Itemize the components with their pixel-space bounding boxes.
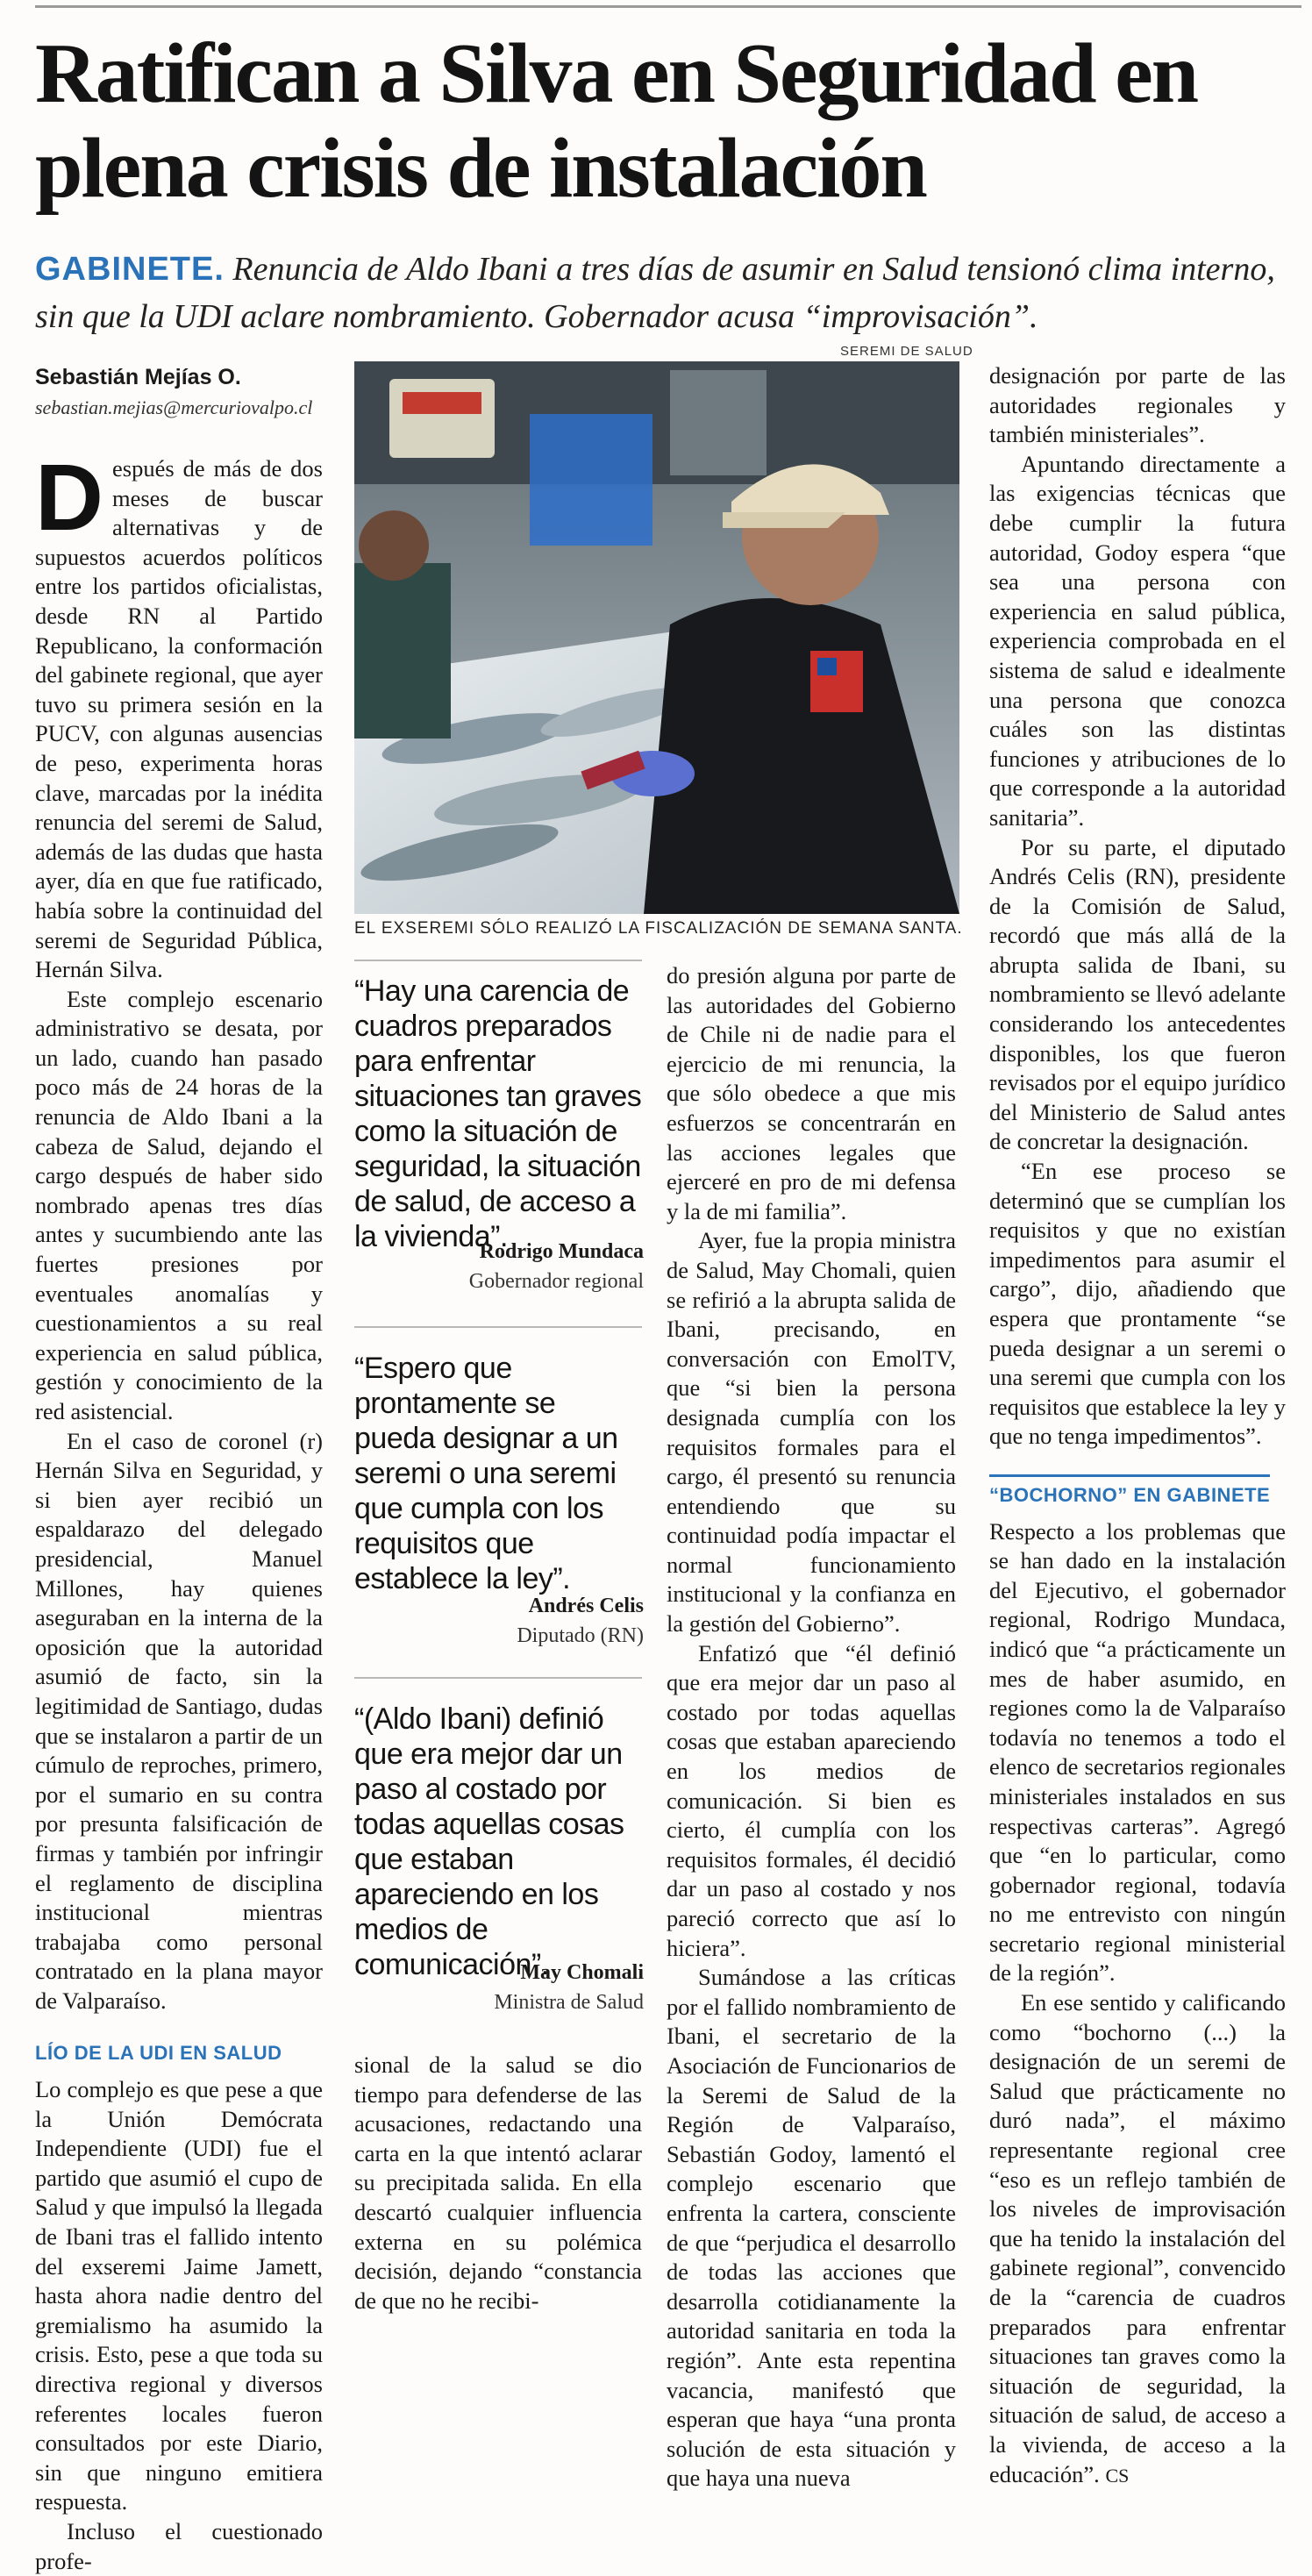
pull-quote-role: Gobernador regional (468, 1270, 644, 1293)
paragraph: Enfatizó que “él definió que era mejor dar un paso al costado por todas aquellas cosas que estaban apareciendo en los medios de comunicación. Si bien es cierto, él cumplía con los requisitos formales, él decidió dar un paso al costado y nos pareció correcto que así lo hiciera”. (667, 1639, 956, 1961)
paragraph: Por su parte, el diputado Andrés Celis (RN), presidente de la Comisión de Salud, recordó que más allá de la abrupta salida de Ibani, su nombramiento se llevó adelante considerando los antecedentes disponibles, los que fueron revisados por el equipo jurídico del Ministerio de Salud antes de concretar la designación. (989, 833, 1286, 1155)
headline: Ratifican a Silva en Seguridad en plena crisis de instalación (35, 26, 1198, 216)
pull-quote-role: Ministra de Salud (494, 1991, 644, 2014)
subhead-bochorno: “BOCHORNO” EN GABINETE (989, 1474, 1270, 1510)
photo-illustration (354, 361, 959, 914)
pull-quote-role: Diputado (RN) (517, 1624, 644, 1647)
paragraph: Después de más de dos meses de buscar alternativas y de supuestos acuerdos políticos entre los partidos oficialistas, desde RN al Partido Republicano, la conformación del gabinete regional, que ayer tuvo su primera sesión en la PUCV, con algunas ausencias de peso, experimenta horas clave, marcadas por la inédita renuncia del seremi de Salud, además de las dudas que hasta ayer, día en que fue ratificado, había sobre la continuidad del seremi de Seguridad Pública, Hernán Silva. (35, 444, 323, 983)
end-mark: CS (1105, 2464, 1130, 2487)
paragraph: do presión alguna por parte de las autoridades del Gobierno de Chile ni de nadie para el ejercicio de mi renuncia, la que sólo obedece a que mis esfuerzos se concentrarán en las acciones legales que ejerceré en pro de mi defensa y la de mi familia”. (667, 962, 956, 1224)
dek-kicker: GABINETE. (35, 251, 225, 288)
byline-name: Sebastián Mejías O. (35, 365, 241, 389)
column-1 (35, 444, 323, 2576)
paragraph: Apuntando directamente a las exigencias técnicas que debe cumplir la futura autoridad, Godoy espera “que sea una persona con experiencia en salud pública, experiencia comprobada en el sistema de salud e idealmente una persona que conozca cuáles son las distintas funciones y atribuciones de lo que corresponde a la autoridad sanitaria”. (989, 450, 1286, 831)
paragraph: sional de la salud se dio tiempo para defenderse de las acusaciones, redactando una carta en la que intentó aclarar su precipitada salida. En ella descartó cualquier influencia externa en su polémica decisión, dejando “constancia de que no he recibi- (354, 2052, 642, 2314)
top-rule (35, 5, 1301, 8)
paragraph: Este complejo escenario administrativo se desata, por un lado, cuando han pasado poco más de 24 horas de la renuncia de Aldo Ibani a la cabeza de Salud, dejando el cargo después de haber sido nombrado apenas tres días antes y sucumbiendo ante las fuertes presiones por eventuales anomalías y cuestionamientos a su real experiencia en salud pública, gestión y conocimiento de la red asistencial. (35, 985, 323, 1424)
article-photo (354, 361, 959, 914)
paragraph: Respecto a los problemas que se han dado en la instalación del Ejecutivo, el gobernador regional, Rodrigo Mundaca, indicó que “a prácticamente un mes de haber asumido, en regiones como la de Valparaíso todavía no tenemos a todo el elenco de secretarios regionales ministeriales instalados en sus respectivas carteras”. Agregó que “en lo particular, como gobernador regional, todavía no me entrevisto con ningún secretario regional ministerial de la región”. (989, 1517, 1286, 1987)
pull-quote-chomali: “(Aldo Ibani) definió que era mejor dar un paso al costado por todas aquellas cosas que estaban apareciendo en los medios de comunicación”. (354, 1702, 624, 1981)
paragraph: Ayer, fue la propia ministra de Salud, May Chomali, quien se refirió a la abrupta salida de Ibani, precisando, en conversación con EmolTV, que “si bien la persona designada cumplía con los requisitos formales para el cargo, él presentó su renuncia entendiendo que su continuidad podía impactar el normal funcionamiento institucional y la confianza en la gestión del Gobierno”. (667, 1227, 956, 1638)
column-3 (667, 961, 956, 2494)
photo-credit: SEREMI DE SALUD (840, 344, 973, 359)
paragraph: designación por parte de las autoridades regionales y también ministeriales”. (989, 362, 1286, 448)
paragraph: En ese sentido y calificando como “bochorno (...) la designación de un seremi de Salud que prácticamente no duró nada”, el máximo representante regional cree “eso es un reflejo también de los niveles de improvisación que ha tenido la instalación del gabinete regional”, convencido de la “carencia de cuadros preparados para enfrentar situaciones tan graves como la situación de seguridad, la situación de salud, de acceso a la vivienda, de acceso a la educación”. CS (989, 1989, 1286, 2487)
pull-quote-name: Andrés Celis (528, 1595, 644, 1617)
paragraph: En el caso de coronel (r) Hernán Silva en Seguridad, y si bien ayer recibió un espaldarazo del delegado presidencial, Manuel Millones, hay quienes aseguraban en la interna de la oposición que la autoridad asumió de facto, sin la legitimidad de Santiago, dudas que se instalaron a partir de un cúmulo de reproches, primero, por el sumario en su contra por presunta falsificación de firmas y también por infringir el reglamento de disciplina institucional mientras trabajaba como personal contratado en la plana mayor de Valparaíso. (35, 1427, 323, 2014)
paragraph: Incluso el cuestionado profe- (35, 2517, 323, 2574)
drop-cap: D (35, 444, 103, 550)
dek-text: Renuncia de Aldo Ibani a tres días de asumir en Salud tensionó clima interno, sin que la UDI aclare nombramiento. Gobernador acusa “improvisación”. (35, 251, 1275, 335)
dek (35, 246, 1289, 340)
pull-quote-name: Rodrigo Mundaca (479, 1240, 644, 1263)
paragraph: Lo complejo es que pese a que la Unión Demócrata Independiente (UDI) fue el partido que asumió el cupo de Salud y que impulsó la llegada de Ibani tras el fallido intento del exseremi Jaime Jamett, hasta ahora nadie dentro del gremialismo ha asumido la crisis. Esto, pese a que toda su directiva regional y diversos referentes locales fueron consultados por este Diario, sin que ninguno emitiera respuesta. (35, 2076, 323, 2515)
byline-email[interactable]: sebastian.mejias@mercuriovalpo.cl (35, 396, 313, 418)
column-4 (989, 361, 1286, 2490)
pull-quote-celis: “Espero que prontamente se pueda designar a un seremi o una seremi que cumpla con los requisitos que establece la ley”. (354, 1352, 618, 1595)
divider (354, 960, 642, 961)
photo-caption: EL EXSEREMI SÓLO REALIZÓ LA FISCALIZACIÓN DE SEMANA SANTA. (354, 919, 963, 938)
divider (354, 1326, 642, 1328)
column-2 (354, 2051, 642, 2316)
pull-quote-name: May Chomali (520, 1961, 644, 1984)
divider (354, 1677, 642, 1679)
paragraph: “En ese proceso se determinó que se cumplían los requisitos y que no existían impedimentos para asumir el cargo”, dijo, añadiendo que espera que prontamente “se pueda designar a un seremi o una seremi que cumpla con los requisitos que establece la ley y que no tenga impedimentos”. (989, 1158, 1286, 1450)
paragraph: Sumándose a las críticas por el fallido nombramiento de Ibani, el secretario de la Asociación de Funcionarios de la Seremi de Salud de la Región de Valparaíso, Sebastián Godoy, lamentó el complejo escenario que enfrenta la cartera, consciente de que “perjudica el desarrollo de todas las acciones que desarrolla cotidianamente la autoridad sanitaria en toda la región”. Ante esta repentina vacancia, manifestó que esperan que haya “una pronta solución de esta situación y que haya una nueva (667, 1964, 956, 2492)
pull-quote-mundaca: “Hay una carencia de cuadros preparados para enfrentar situaciones tan graves como la situación de seguridad, la situación de salud, de acceso a la vivienda”. (354, 974, 642, 1253)
subhead-udi: LÍO DE LA UDI EN SALUD (35, 2042, 282, 2065)
